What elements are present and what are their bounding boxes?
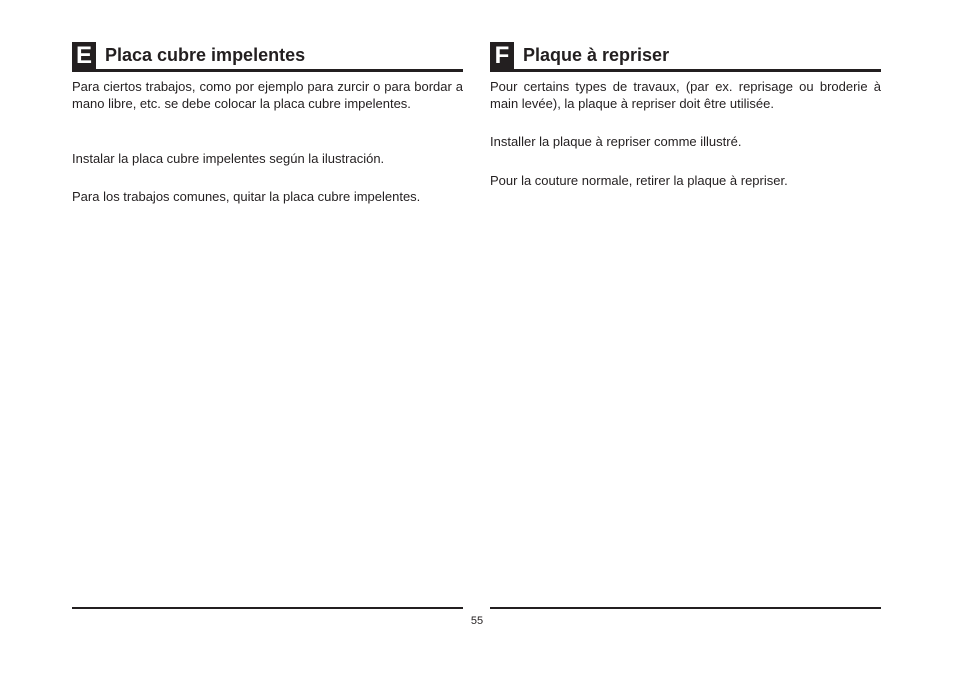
- section-heading-spanish: [72, 42, 463, 72]
- language-badge-f: F: [490, 42, 514, 69]
- paragraph-french-2: Installer la plaque à repriser comme illustré.: [490, 134, 742, 149]
- section-spanish: [72, 42, 463, 204]
- language-badge-e: E: [72, 42, 96, 69]
- paragraph-spanish-3: Para los trabajos comunes, quitar la placa cubre impelentes.: [72, 189, 421, 204]
- paragraph-spanish-2: Instalar la placa cubre impelentes según la ilustración.: [72, 151, 385, 166]
- section-french: [490, 42, 881, 188]
- paragraph-french-1: Pour certains types de travaux, (par ex. reprisage ou broderie à main levée), la plaque à repriser doit être utilisée.: [490, 79, 881, 111]
- section-title-french: Plaque à repriser: [523, 44, 670, 65]
- paragraph-french-3: Pour la couture normale, retirer la plaque à repriser.: [490, 173, 788, 188]
- section-title-spanish: Placa cubre impelentes: [105, 44, 306, 65]
- paragraph-spanish-1: Para ciertos trabajos, como por ejemplo para zurcir o para bordar a mano libre, etc. se debe colocar la placa cubre impelentes.: [72, 79, 463, 111]
- footer-rule-right: [490, 607, 881, 609]
- page-number: 55: [470, 615, 484, 627]
- section-heading-french: [490, 42, 881, 72]
- footer-rule-left: [72, 607, 463, 609]
